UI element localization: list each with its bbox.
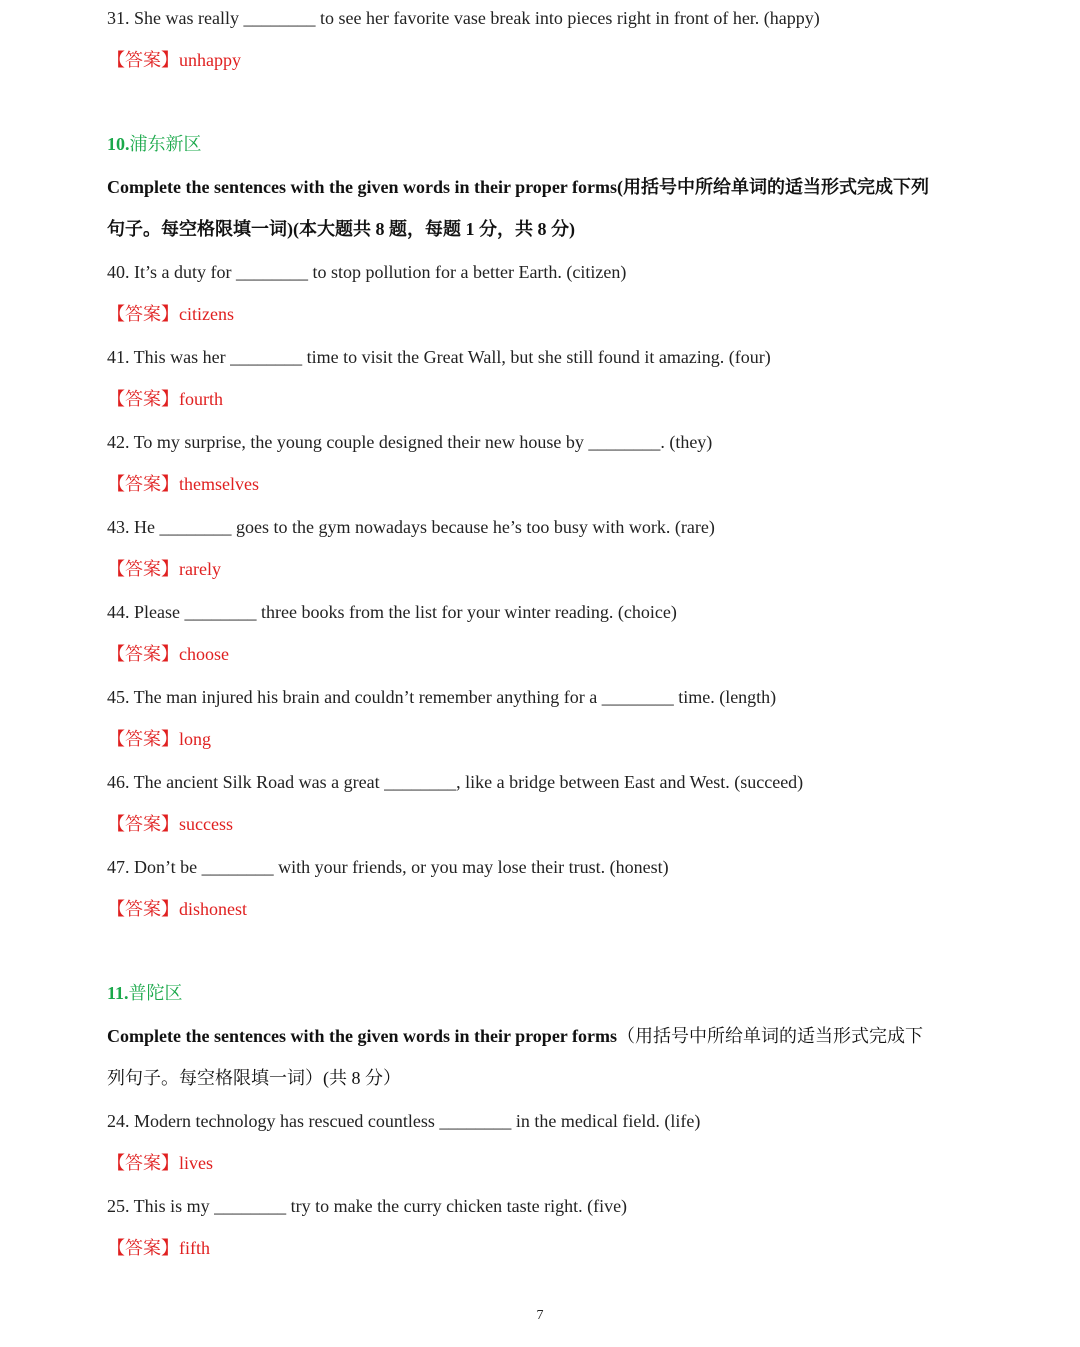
question-45: 45. The man injured his brain and couldn’t remember anything for a ________ time. (length) bbox=[107, 687, 777, 707]
answer-31: 【答案】unhappy bbox=[107, 50, 241, 70]
section-title-putuo: 11.普陀区 bbox=[107, 983, 183, 1003]
question-41: 41. This was her ________ time to visit the Great Wall, but she still found it amazing. (four) bbox=[107, 347, 771, 367]
answer-43: 【答案】rarely bbox=[107, 559, 221, 579]
answer-46: 【答案】success bbox=[107, 814, 233, 834]
question-46: 46. The ancient Silk Road was a great ________, like a bridge between East and West. (succeed) bbox=[107, 772, 804, 792]
page-number: 7 bbox=[536, 1308, 544, 1323]
question-47: 47. Don’t be ________ with your friends, or you may lose their trust. (honest) bbox=[107, 857, 669, 877]
question-31: 31. She was really ________ to see her favorite vase break into pieces right in front of her. (happy) bbox=[107, 8, 820, 28]
question-42: 42. To my surprise, the young couple designed their new house by ________. (they) bbox=[107, 432, 713, 452]
answer-42: 【答案】themselves bbox=[107, 474, 259, 494]
question-44: 44. Please ________ three books from the list for your winter reading. (choice) bbox=[107, 602, 677, 622]
section-instruction-line1-putuo: Complete the sentences with the given words in their proper forms（用括号中所给单词的适当形式完成下 bbox=[107, 1026, 923, 1046]
question-43: 43. He ________ goes to the gym nowadays because he’s too busy with work. (rare) bbox=[107, 517, 715, 537]
answer-41: 【答案】fourth bbox=[107, 389, 223, 409]
answer-label: 【答案】 bbox=[107, 50, 179, 70]
section-instruction-line1: Complete the sentences with the given words in their proper forms(用括号中所给单词的适当形式完成下列 bbox=[107, 177, 929, 197]
section-instruction-line2: 句子。每空格限填一词)(本大题共 8 题，每题 1 分，共 8 分) bbox=[107, 219, 575, 239]
answer-40: 【答案】citizens bbox=[107, 304, 234, 324]
question-25: 25. This is my ________ try to make the curry chicken taste right. (five) bbox=[107, 1196, 628, 1216]
section-title-pudong: 10.浦东新区 bbox=[107, 134, 202, 154]
answer-24: 【答案】lives bbox=[107, 1153, 213, 1173]
question-40: 40. It’s a duty for ________ to stop pollution for a better Earth. (citizen) bbox=[107, 262, 627, 282]
answer-47: 【答案】dishonest bbox=[107, 899, 248, 919]
answer-44: 【答案】choose bbox=[107, 644, 229, 664]
answer-45: 【答案】long bbox=[107, 729, 212, 749]
section-instruction-line2-putuo: 列句子。每空格限填一词）(共 8 分） bbox=[107, 1068, 401, 1088]
question-24: 24. Modern technology has rescued countless ________ in the medical field. (life) bbox=[107, 1111, 701, 1131]
answer-25: 【答案】fifth bbox=[107, 1238, 210, 1258]
